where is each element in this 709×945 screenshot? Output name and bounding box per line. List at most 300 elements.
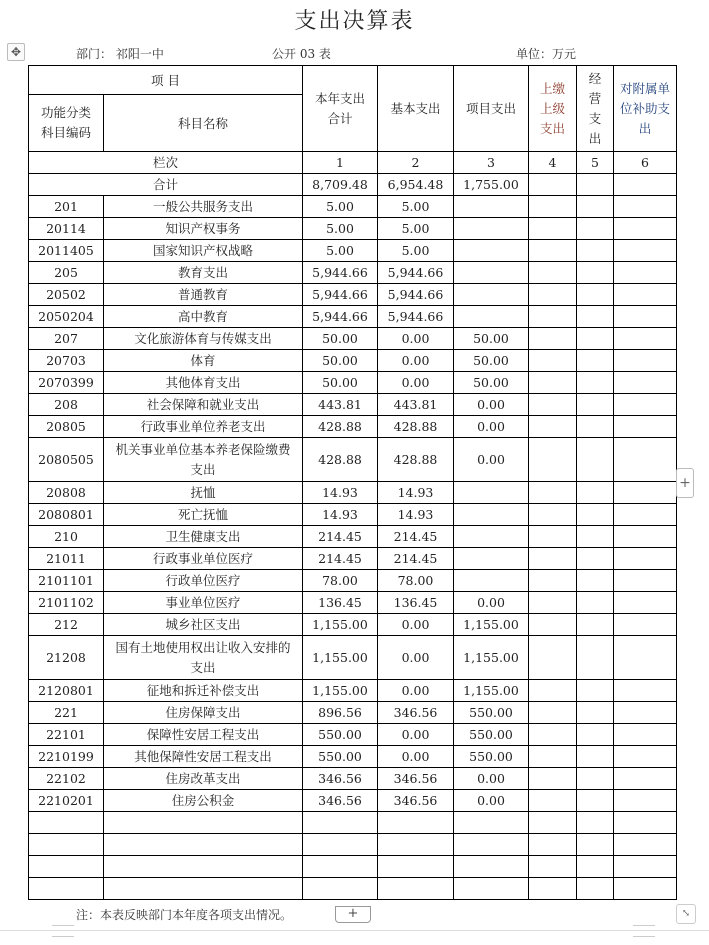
cell-code: 207 (29, 328, 104, 350)
cell-subsidy (614, 438, 677, 482)
cell-total: 550.00 (303, 724, 378, 746)
cell-total: 1,155.00 (303, 636, 378, 680)
expenditure-table (28, 65, 677, 900)
table-row (29, 614, 677, 636)
cell-total: 896.56 (303, 702, 378, 724)
cell-total: 346.56 (303, 768, 378, 790)
cell-business (577, 636, 614, 680)
header-total: 本年支出合计 (303, 66, 378, 152)
cell-basic: 14.93 (378, 504, 454, 526)
cell-upper (529, 768, 577, 790)
cell-code: 2101102 (29, 592, 104, 614)
cell-total: 14.93 (303, 504, 378, 526)
cell-subsidy (614, 680, 677, 702)
department-label: 部门： 祁阳一中 (76, 47, 164, 61)
cell-code: 2101101 (29, 570, 104, 592)
cell-upper (529, 526, 577, 548)
header-code: 功能分类科目编码 (29, 95, 104, 152)
cell-business (577, 570, 614, 592)
empty-cell (529, 856, 577, 878)
cell-subsidy (614, 526, 677, 548)
cell-total: 78.00 (303, 570, 378, 592)
table-move-handle-icon[interactable]: ✥ (7, 43, 25, 61)
cell-basic: 0.00 (378, 636, 454, 680)
cell-total: 5,944.66 (303, 284, 378, 306)
table-row (29, 526, 677, 548)
cell-upper (529, 746, 577, 768)
table-row (29, 350, 677, 372)
cell-code: 208 (29, 394, 104, 416)
cell-upper (529, 284, 577, 306)
cell-name: 国家知识产权战略 (104, 240, 303, 262)
cell-business (577, 504, 614, 526)
empty-cell (529, 834, 577, 856)
cell-business (577, 438, 614, 482)
cell-subsidy (614, 328, 677, 350)
cell-upper (529, 416, 577, 438)
cell-project: 0.00 (454, 790, 529, 812)
cell-name: 普通教育 (104, 284, 303, 306)
unit-label: 单位：万元 (516, 47, 577, 61)
cell-basic: 5,944.66 (378, 306, 454, 328)
table-row (29, 680, 677, 702)
cell-basic: 0.00 (378, 746, 454, 768)
header-basic: 基本支出 (378, 66, 454, 152)
cell-upper (529, 790, 577, 812)
cell-project: 50.00 (454, 328, 529, 350)
cell-business (577, 548, 614, 570)
page-title: 支出决算表 (294, 9, 415, 34)
cell-subsidy (614, 218, 677, 240)
cell-name: 行政单位医疗 (104, 570, 303, 592)
cell-total: 1,155.00 (303, 614, 378, 636)
table-row (29, 196, 677, 218)
cell-code: 20703 (29, 350, 104, 372)
table-row (29, 284, 677, 306)
sum-subsidy (614, 174, 677, 196)
cell-project (454, 306, 529, 328)
cell-code: 2210201 (29, 790, 104, 812)
cell-name: 文化旅游体育与传媒支出 (104, 328, 303, 350)
empty-cell (529, 812, 577, 834)
empty-cell (614, 812, 677, 834)
sum-basic: 6,954.48 (378, 174, 454, 196)
cell-name: 行政事业单位医疗 (104, 548, 303, 570)
cell-subsidy (614, 284, 677, 306)
cell-subsidy (614, 636, 677, 680)
cell-upper (529, 570, 577, 592)
cell-business (577, 240, 614, 262)
cell-name: 征地和拆迁补偿支出 (104, 680, 303, 702)
cell-name: 教育支出 (104, 262, 303, 284)
resize-icon[interactable]: ⤡ (676, 904, 696, 924)
cell-code: 20502 (29, 284, 104, 306)
seq-5: 5 (577, 152, 614, 174)
cell-business (577, 416, 614, 438)
table-row (29, 438, 677, 482)
cell-project (454, 526, 529, 548)
header-business: 经营支出 (577, 66, 614, 152)
table-row (29, 636, 677, 680)
cell-basic: 0.00 (378, 614, 454, 636)
cell-business (577, 614, 614, 636)
cell-business (577, 284, 614, 306)
cell-total: 5.00 (303, 196, 378, 218)
empty-cell (454, 878, 529, 900)
empty-row (29, 878, 677, 900)
footnote: 注：本表反映部门本年度各项支出情况。 (76, 908, 293, 922)
cell-project: 0.00 (454, 438, 529, 482)
cell-code: 20808 (29, 482, 104, 504)
cell-upper (529, 504, 577, 526)
cell-name: 抚恤 (104, 482, 303, 504)
cell-basic: 5.00 (378, 218, 454, 240)
cell-name: 其他体育支出 (104, 372, 303, 394)
cell-project (454, 284, 529, 306)
cell-basic: 0.00 (378, 680, 454, 702)
cell-subsidy (614, 702, 677, 724)
cell-upper (529, 438, 577, 482)
cell-project (454, 482, 529, 504)
cell-upper (529, 724, 577, 746)
cell-total: 5.00 (303, 240, 378, 262)
cell-basic: 428.88 (378, 416, 454, 438)
cell-upper (529, 636, 577, 680)
cell-project: 550.00 (454, 702, 529, 724)
cell-code: 21011 (29, 548, 104, 570)
table-row (29, 702, 677, 724)
empty-cell (454, 834, 529, 856)
seq-2: 2 (378, 152, 454, 174)
cell-code: 22102 (29, 768, 104, 790)
cell-business (577, 592, 614, 614)
table-row (29, 790, 677, 812)
cell-project: 0.00 (454, 416, 529, 438)
cell-project (454, 218, 529, 240)
cell-project: 50.00 (454, 372, 529, 394)
empty-cell (29, 878, 104, 900)
cell-upper (529, 548, 577, 570)
cell-basic: 0.00 (378, 328, 454, 350)
empty-cell (614, 834, 677, 856)
empty-cell (378, 856, 454, 878)
cell-basic: 346.56 (378, 790, 454, 812)
cell-upper (529, 680, 577, 702)
table-row (29, 394, 677, 416)
cell-code: 210 (29, 526, 104, 548)
sum-business (577, 174, 614, 196)
empty-cell (29, 834, 104, 856)
cell-project (454, 240, 529, 262)
header-subsidy: 对附属单位补助支出 (614, 66, 677, 152)
empty-cell (529, 878, 577, 900)
table-row (29, 306, 677, 328)
cell-subsidy (614, 416, 677, 438)
cell-basic: 78.00 (378, 570, 454, 592)
cell-code: 2080801 (29, 504, 104, 526)
empty-cell (614, 878, 677, 900)
empty-cell (303, 834, 378, 856)
empty-cell (104, 812, 303, 834)
cell-total: 14.93 (303, 482, 378, 504)
cell-subsidy (614, 350, 677, 372)
sum-label: 合计 (29, 174, 303, 196)
cell-total: 5,944.66 (303, 306, 378, 328)
cell-subsidy (614, 372, 677, 394)
cell-upper (529, 482, 577, 504)
cell-basic: 214.45 (378, 526, 454, 548)
cell-total: 443.81 (303, 394, 378, 416)
empty-cell (577, 812, 614, 834)
cell-business (577, 790, 614, 812)
cell-basic: 5,944.66 (378, 262, 454, 284)
cell-name: 社会保障和就业支出 (104, 394, 303, 416)
cell-upper (529, 240, 577, 262)
cell-project: 550.00 (454, 746, 529, 768)
cell-project (454, 196, 529, 218)
header-item: 项 目 (29, 66, 303, 95)
cell-subsidy (614, 504, 677, 526)
cell-basic: 136.45 (378, 592, 454, 614)
cell-total: 428.88 (303, 416, 378, 438)
cell-project: 550.00 (454, 724, 529, 746)
cell-basic: 428.88 (378, 438, 454, 482)
cell-code: 201 (29, 196, 104, 218)
cell-business (577, 394, 614, 416)
empty-cell (378, 812, 454, 834)
table-row (29, 768, 677, 790)
table-row (29, 504, 677, 526)
empty-cell (577, 834, 614, 856)
cell-code: 205 (29, 262, 104, 284)
cell-upper (529, 196, 577, 218)
cell-upper (529, 350, 577, 372)
sum-project: 1,755.00 (454, 174, 529, 196)
cell-business (577, 526, 614, 548)
cell-basic: 0.00 (378, 350, 454, 372)
cell-total: 5,944.66 (303, 262, 378, 284)
cell-total: 346.56 (303, 790, 378, 812)
cell-project (454, 548, 529, 570)
seq-1: 1 (303, 152, 378, 174)
cell-project (454, 570, 529, 592)
cell-code: 2050204 (29, 306, 104, 328)
page-corner-mark (633, 925, 655, 937)
cell-total: 50.00 (303, 328, 378, 350)
cell-subsidy (614, 790, 677, 812)
empty-cell (303, 812, 378, 834)
empty-cell (577, 856, 614, 878)
cell-subsidy (614, 240, 677, 262)
cell-project: 50.00 (454, 350, 529, 372)
cell-subsidy (614, 724, 677, 746)
cell-code: 2011405 (29, 240, 104, 262)
cell-upper (529, 614, 577, 636)
cell-upper (529, 702, 577, 724)
seq-6: 6 (614, 152, 677, 174)
cell-business (577, 306, 614, 328)
cell-total: 428.88 (303, 438, 378, 482)
cell-name: 卫生健康支出 (104, 526, 303, 548)
cell-code: 2210199 (29, 746, 104, 768)
cell-code: 2070399 (29, 372, 104, 394)
table-row (29, 592, 677, 614)
cell-basic: 346.56 (378, 768, 454, 790)
page-divider (0, 930, 709, 931)
table-row (29, 746, 677, 768)
empty-cell (104, 878, 303, 900)
cell-upper (529, 262, 577, 284)
cell-name: 事业单位医疗 (104, 592, 303, 614)
table-row (29, 724, 677, 746)
cell-name: 住房公积金 (104, 790, 303, 812)
cell-project (454, 262, 529, 284)
cell-project: 0.00 (454, 592, 529, 614)
cell-name: 城乡社区支出 (104, 614, 303, 636)
cell-total: 214.45 (303, 548, 378, 570)
cell-subsidy (614, 768, 677, 790)
cell-basic: 5.00 (378, 240, 454, 262)
cell-business (577, 372, 614, 394)
cell-name: 死亡抚恤 (104, 504, 303, 526)
empty-row (29, 834, 677, 856)
cell-total: 5.00 (303, 218, 378, 240)
seq-label: 栏次 (29, 152, 303, 174)
cell-basic: 443.81 (378, 394, 454, 416)
cell-name: 知识产权事务 (104, 218, 303, 240)
form-number: 公开 03 表 (272, 47, 331, 61)
table-row (29, 218, 677, 240)
empty-row (29, 812, 677, 834)
empty-cell (577, 878, 614, 900)
cell-total: 1,155.00 (303, 680, 378, 702)
cell-project: 0.00 (454, 768, 529, 790)
cell-name: 国有土地使用权出让收入安排的支出 (104, 636, 303, 680)
cell-basic: 5.00 (378, 196, 454, 218)
add-row-button[interactable]: + (335, 906, 371, 923)
cell-business (577, 218, 614, 240)
cell-basic: 0.00 (378, 724, 454, 746)
cell-basic: 0.00 (378, 372, 454, 394)
empty-cell (104, 856, 303, 878)
cell-subsidy (614, 482, 677, 504)
cell-subsidy (614, 570, 677, 592)
cell-basic: 14.93 (378, 482, 454, 504)
cell-name: 住房改革支出 (104, 768, 303, 790)
cell-code: 20114 (29, 218, 104, 240)
cell-basic: 5,944.66 (378, 284, 454, 306)
cell-upper (529, 394, 577, 416)
cell-name: 高中教育 (104, 306, 303, 328)
cell-business (577, 680, 614, 702)
cell-code: 2120801 (29, 680, 104, 702)
cell-total: 214.45 (303, 526, 378, 548)
cell-subsidy (614, 196, 677, 218)
cell-code: 22101 (29, 724, 104, 746)
empty-cell (378, 878, 454, 900)
cell-total: 50.00 (303, 350, 378, 372)
cell-total: 50.00 (303, 372, 378, 394)
cell-project: 1,155.00 (454, 614, 529, 636)
cell-total: 550.00 (303, 746, 378, 768)
table-row (29, 416, 677, 438)
cell-subsidy (614, 306, 677, 328)
table-row (29, 328, 677, 350)
seq-4: 4 (529, 152, 577, 174)
cell-name: 一般公共服务支出 (104, 196, 303, 218)
cell-upper (529, 306, 577, 328)
cell-project: 1,155.00 (454, 636, 529, 680)
table-row (29, 240, 677, 262)
cell-code: 21208 (29, 636, 104, 680)
cell-business (577, 482, 614, 504)
empty-cell (104, 834, 303, 856)
empty-cell (454, 812, 529, 834)
page-corner-mark (52, 925, 74, 937)
cell-name: 体育 (104, 350, 303, 372)
cell-upper (529, 372, 577, 394)
cell-subsidy (614, 262, 677, 284)
table-row (29, 372, 677, 394)
empty-cell (378, 834, 454, 856)
cell-project (454, 504, 529, 526)
header-project: 项目支出 (454, 66, 529, 152)
cell-upper (529, 328, 577, 350)
seq-3: 3 (454, 152, 529, 174)
cell-code: 221 (29, 702, 104, 724)
header-name: 科目名称 (104, 95, 303, 152)
cell-basic: 214.45 (378, 548, 454, 570)
cell-subsidy (614, 394, 677, 416)
cell-code: 2080505 (29, 438, 104, 482)
empty-cell (29, 856, 104, 878)
cell-project: 1,155.00 (454, 680, 529, 702)
empty-cell (303, 856, 378, 878)
add-column-button[interactable]: + (676, 468, 694, 498)
cell-name: 保障性安居工程支出 (104, 724, 303, 746)
cell-name: 其他保障性安居工程支出 (104, 746, 303, 768)
cell-basic: 346.56 (378, 702, 454, 724)
empty-cell (29, 812, 104, 834)
table-row (29, 548, 677, 570)
cell-business (577, 724, 614, 746)
table-row (29, 262, 677, 284)
empty-cell (614, 856, 677, 878)
cell-subsidy (614, 548, 677, 570)
cell-project: 0.00 (454, 394, 529, 416)
empty-row (29, 856, 677, 878)
header-upper: 上缴上级支出 (529, 66, 577, 152)
cell-business (577, 328, 614, 350)
cell-name: 机关事业单位基本养老保险缴费支出 (104, 438, 303, 482)
empty-cell (454, 856, 529, 878)
cell-business (577, 702, 614, 724)
cell-upper (529, 218, 577, 240)
cell-business (577, 262, 614, 284)
table-row (29, 570, 677, 592)
cell-business (577, 768, 614, 790)
cell-subsidy (614, 614, 677, 636)
cell-business (577, 196, 614, 218)
sum-total: 8,709.48 (303, 174, 378, 196)
cell-total: 136.45 (303, 592, 378, 614)
cell-business (577, 746, 614, 768)
cell-code: 212 (29, 614, 104, 636)
cell-code: 20805 (29, 416, 104, 438)
cell-subsidy (614, 746, 677, 768)
cell-name: 行政事业单位养老支出 (104, 416, 303, 438)
sum-upper (529, 174, 577, 196)
